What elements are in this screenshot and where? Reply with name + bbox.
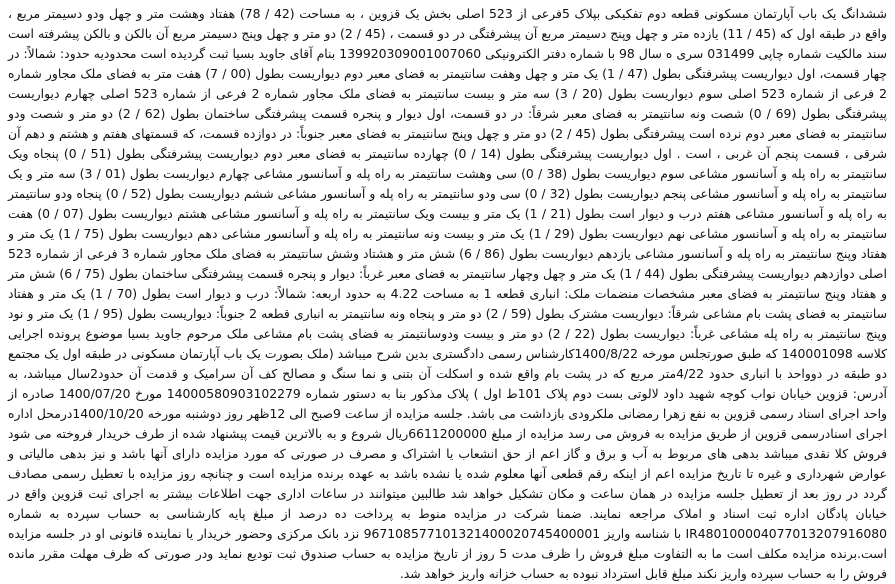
- auction-notice-body: ششدانگ یک باب آپارتمان مسکونی قطعه دوم تفکیکی بپلاک 5فرعی از 523 اصلی بخش یک قزوین ، به مساحت (42 / 78) هفتاد وهشت متر و چهل ودو دسیمتر مربع ، واقع در طبقه اول که (45 / 11) یازده متر و چهل وپنج دسیمتر مربع آن پیشرفتگی در دو قسمت ، (45 / 2) دو متر و چهل وپنج دسیمتر مربع آن بالکن و بالکن پیشرفته است سند مالکیت شماره چاپی 031499 سری ه سال 98 با شماره دفتر الکترونیکی 139920309001007060 بنام آقای جاوید بسیا ثبت گردیده است محدودیه حدود: شمالاً: در چهار قسمت، اول دیواریست پیشرفتگی بطول (47 / 1) یک متر و چهل وهفت سانتیمتر به فضای معبر دوم دیواریست بطول (00 / 7) هفت متر به فضای ملک مجاور شماره 2 فرعی از شماره 523 اصلی سوم دیواریست بطول (20 / 3) سه متر و بیست سانتیمتر به فضای ملک مجاور شماره 2 فرعی از شماره 523 اصلی چهارم دیواریست پیشرفتگی بطول (69 / 0) شصت ونه سانتیمتر به فضای معبر شرقاً: در دو قسمت، اول دیوار و پنجره قسمت پیشرفتگی ساختمان بطول (62 / 2) دو متر و شصت ودو سانتیمتر به فضای معبر دوم نرده است پیشرفتگی بطول (45 / 2) دو متر و چهل وپنج سانتیمتر به فضای معبر جنوباً: در دوازده قسمت، که قسمتهای هفتم و هشتم و دهم آن شرقی ، قسمت پنجم آن غربی ، است . اول دیواریست پیشرفتگی بطول (14 / 0) چهارده سانتیمتر به فضای معبر دوم دیواریست پیشرفتگی بطول (51 / 0) پنجاه ویک سانتیمتر به راه پله و آسانسور مشاعی سوم دیواریست بطول (38 / 0) سی وهشت سانتیمتر به راه پله و آسانسور مشاعی چهارم دیواریست بطول (01 / 3) سه متر و یک سانتیمتر به راه پله و آسانسور مشاعی پنجم دیواریست بطول (32 / 0) سی ودو سانتیمتر به راه پله و آسانسور مشاعی ششم دیواریست بطول (52 / 0) پنجاه ودو سانتیمتر به راه پله و آسانسور مشاعی هفتم درب و دیوار است بطول (21 / 1) یک متر و بیست ویک سانتیمتر به راه پله و آسانسور مشاعی هشتم دیواریست بطول (07 / 0) هفت سانتیمتر به راه پله و آسانسور مشاعی نهم دیواریست بطول (29 / 1) یک متر و بیست ونه سانتیمتر به راه پله و آسانسور مشاعی دهم دیواریست بطول (75 / 1) یک متر و هفتاد وپنج سانتیمتر به راه پله و آسانسور مشاعی یازدهم دیواریست بطول (86 / 6) شش متر و هشتاد وشش سانتیمتر به فضای ملک مجاور شماره 3 فرعی از شماره 523 اصلی دوازدهم دیواریست پیشرفتگی بطول (44 / 1) یک متر و چهل وچهار سانتیمتر به فضای معبر غرباً: دیوار و پنجره قسمت پیشرفتگی ساختمان بطول (75 / 6) شش متر و هفتاد وپنج سانتیمتر به فضای معبر مشخصات منضمات ملک: انباری قطعه 1 به مساحت 4.22 به حدود اربعه: شمالاً: درب و دیوار است بطول (70 / 1) یک متر و هفتاد سانتیمتر به فضای پشت بام مشاعی شرقاً: دیواریست مشترک بطول (59 / 2) دو متر و پنجاه ونه سانتیمتر به انباری قطعه 2 جنوباً: دیواریست بطول (95 / 1) یک متر و نود وپنج سانتیمتر به راه پله مشاعی غرباً: دیواریست بطول (22 / 2) دو متر و بیست ودوسانتیمتر به فضای پشت بام مشاعی ملک مرحوم جاوید بسیا موضوع پرونده اجرایی کلاسه 140001098 که طبق صورتجلس مورخه 1400/8/22کارشناس رسمی دادگستری بدین شرح میباشد (ملک بصورت یک باب آپارتمان مسکونی در طبقه اول یک مجتمع دو طبقه در دوواحد با انباری حدود 4/22متر مربع که در پشت بام واقع شده و اسکلت آن بتنی و نما سنگ و مصالح کف آن سرامیک و قدمت آن حدود2سال میباشد، به آدرس: قزوین خیابان نواب کوچه شهید داود لالوتی بست دوم پلاک 101ط اول ) پلاک مذکور بنا به دستور شماره 14000580903102279 مورخ 1400/07/20 صادره از واحد اجرای اسناد رسمی قزوین به نفع زهرا رمضانی ملکرودی بازداشت می باشد. جلسه مزایده از ساعت 9صبح الی 12ظهر روز دوشنبه مورخه 1400/10/20درمحل اداره اجرای اسنادرسمی قزوین از طریق مزایده به فروش می رسد مزایده از مبلغ 6611200000ریال شروع و به بالاترین قیمت پیشنهاد شده از طرف خریدار فروخته می شود فروش کلا نقدی میباشد بدهی های مربوط به آب و برق و گاز اعم از حق انشعاب یا اشتراک و مصرف در صورتی که مورد مزایده دارای آنها باشد و نیز بدهی مالیاتی و عوارض شهرداری و غیره تا تاریخ مزایده اعم از اینکه رقم قطعی آنها معلوم شده یا نشده باشد به عهده برنده مزایده است و چنانچه روز مزایده با تعطیل رسمی مصادف گردد در روز بعد از تعطیل جلسه مزایده در همان ساعت و مکان تشکیل خواهد شد طالبین میتوانند در ساعات اداری جهت اطلاعات بیشتر به اجرای ثبت قزوین واقع در خیابان پادگان اداره ثبت اسناد و املاک مراجعه نمایند. ضمنا شرکت در مزایده منوط به پرداخت ده درصد از مبلغ پایه کارشناسی به حساب سپرده به شماره IR480100004077013207916080 با شناسه واریز 967108577101321400020745400001 نزد بانک مرکزی وحضور خریدار یا نماینده قانونی او در جلسه مزایده است.برنده مزایده مکلف است ما به التفاوت مبلغ فروش را ظرف مدت 5 روز از تاریخ مزایده به حساب صندوق ثبت تودیع نماید ودر صورتی که ظرف مهلت مقرر مانده فروش را به حساب سپرده واریز نکند مبلغ قابل استرداد نبوده به حساب خزانه واریز خواهد شد.: [8, 6, 888, 581]
